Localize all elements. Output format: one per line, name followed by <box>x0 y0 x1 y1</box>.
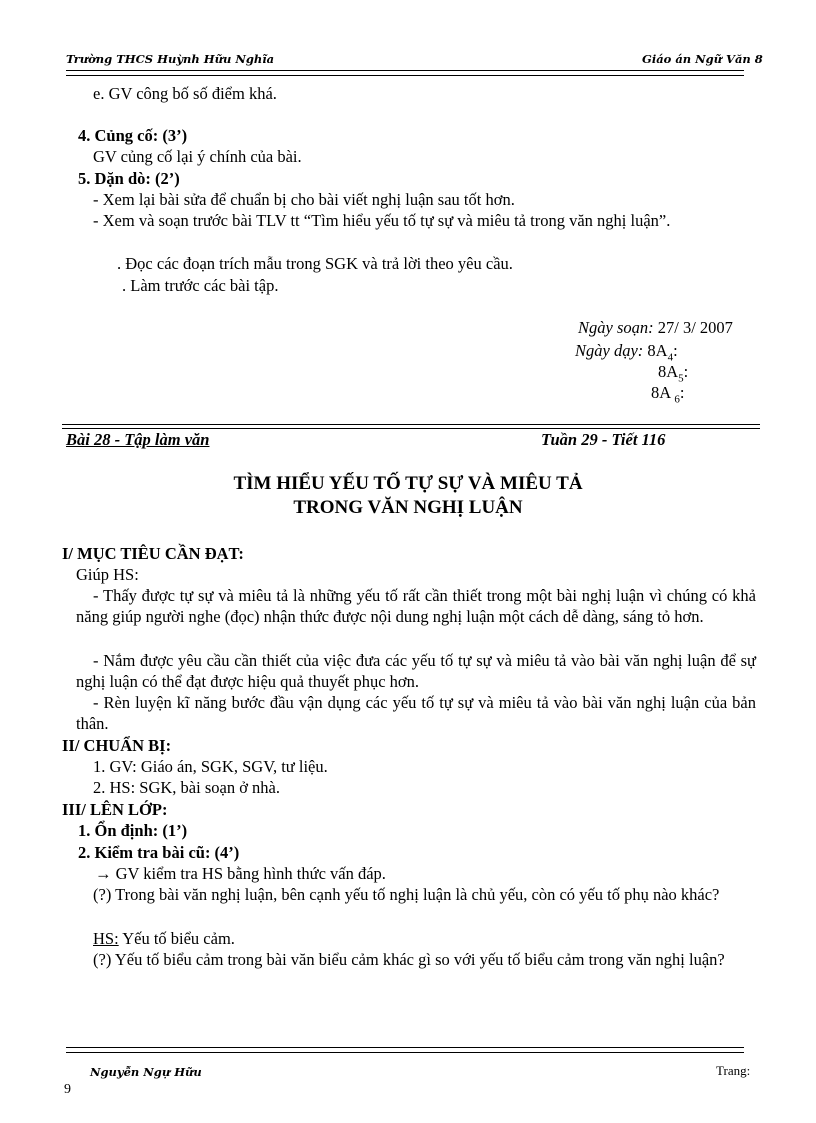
item5-line1: - Xem lại bài sửa để chuẩn bị cho bài viết nghị luận sau tốt hơn. <box>93 190 515 209</box>
title-line1: TÌM HIỂU YẾU TỐ TỰ SỰ VÀ MIÊU TẢ <box>233 473 583 494</box>
header-rule <box>66 70 744 76</box>
footer-page-label: Trang: <box>716 1063 751 1078</box>
sub-item-2: . Làm trước các bài tập. <box>122 276 279 295</box>
lesson-right: Tuần 29 - Tiết 116 <box>541 430 666 449</box>
section1-heading: I/ MỤC TIÊU CẦN ĐẠT: <box>62 544 244 563</box>
section1-p3: - Rèn luyện kĩ năng bước đầu vận dụng các yếu tố tự sự và miêu tả vào bài văn nghị luận của bản thân. <box>76 693 756 733</box>
page-number: 9 <box>64 1082 71 1097</box>
class-2: $8A_5$: <box>658 362 689 385</box>
section1-p1: - Thấy được tự sự và miêu tả là những yếu tố rất cần thiết trong một bài nghị luận vì chúng có khả năng giúp người nghe (đọc) nhận thức được nội dung nghị luận một cách dễ dàng, sáng tỏ hơn. <box>76 586 756 626</box>
section3-heading: III/ LÊN LỚP: <box>62 800 168 819</box>
section1-p2: - Nắm được yêu cầu cần thiết của việc đưa các yếu tố tự sự và miêu tả vào bài văn nghị luận để sự nghị luận có thể đạt được hiệu quả thuyết phục hơn. <box>76 651 756 691</box>
section3-question1: (?) Trong bài văn nghị luận, bên cạnh yếu tố nghị luận là chủ yếu, còn có yếu tố phụ nào khác? <box>93 885 720 904</box>
section2-hs: 2. HS: SGK, bài soạn ở nhà. <box>93 778 281 797</box>
section2-heading: II/ CHUẨN BỊ: <box>62 736 172 755</box>
class-3: 8A $_6$: <box>651 383 685 406</box>
section3-question2: (?) Yếu tố biểu cảm trong bài văn biểu cảm khác gì so với yếu tố biểu cảm trong văn nghị luận? <box>93 950 725 969</box>
section3-item2: 2. Kiểm tra bài cũ: (4’) <box>78 843 240 862</box>
section2-gv: 1. GV: Giáo án, SGK, SGV, tư liệu. <box>93 757 328 776</box>
item4-label: 4. Củng cố: (3’) <box>78 126 188 145</box>
item-e: e. GV công bố số điểm khá. <box>93 84 277 103</box>
item5-label: 5. Dặn dò: (2’) <box>78 169 180 188</box>
section-rule <box>62 424 760 429</box>
footer-author: Nguyễn Ngự Hữu <box>90 1065 202 1079</box>
title-line2: TRONG VĂN NGHỊ LUẬN <box>293 497 523 518</box>
sub-item-1: . Đọc các đoạn trích mẫu trong SGK và trả lời theo yêu cầu. <box>117 254 513 273</box>
footer-rule <box>66 1047 744 1053</box>
section3-arrow-line: → GV kiểm tra HS bằng hình thức vấn đáp. <box>95 864 386 883</box>
date-day: Ngày dạy: $8A_4$: <box>575 341 678 364</box>
date-soan: Ngày soạn: 27/ 3/ 2007 <box>578 318 733 337</box>
section3-hs-answer: HS: Yếu tố biểu cảm. <box>93 929 235 948</box>
subject-name: Giáo án Ngữ Văn 8 <box>642 52 763 66</box>
lesson-left: Bài 28 - Tập làm văn <box>66 430 210 449</box>
section1-intro: Giúp HS: <box>76 565 139 584</box>
item5-line2: - Xem và soạn trước bài TLV tt “Tìm hiểu yếu tố tự sự và miêu tả trong văn nghị luận”. <box>93 211 671 230</box>
item4-text: GV củng cố lại ý chính của bài. <box>93 147 302 166</box>
section3-item1: 1. Ổn định: (1’) <box>78 821 188 840</box>
school-name: Trường THCS Huỳnh Hữu Nghĩa <box>66 52 275 66</box>
